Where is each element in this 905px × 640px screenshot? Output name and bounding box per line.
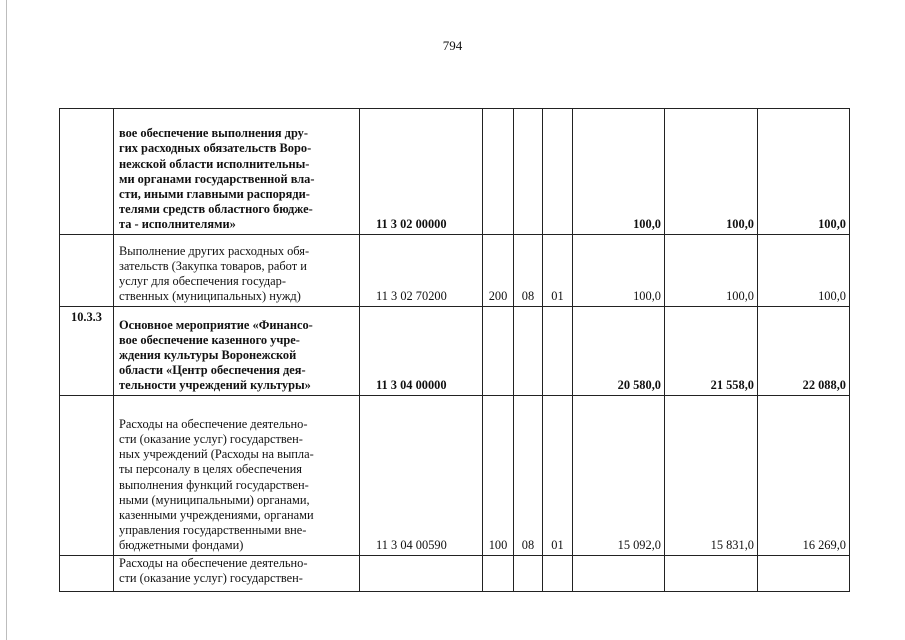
amount-year-1-cell: 20 580,0: [573, 307, 665, 396]
target-code-cell: 11 3 02 00000: [360, 109, 483, 235]
name-line: сти (оказание услуг) государствен-: [119, 432, 303, 447]
name-line: гих расходных обязательств Воро-: [119, 141, 312, 156]
name-line: тельности учреждений культуры»: [119, 377, 311, 392]
name-line: области «Центр обеспечения дея-: [119, 362, 306, 377]
target-code-cell: [360, 556, 483, 592]
name-line: вое обеспечение казенного учре-: [119, 332, 300, 347]
name-line: телями средств областного бюдже-: [119, 201, 313, 216]
expense-type-cell: [483, 556, 514, 592]
scan-edge-line: [6, 0, 7, 640]
name-line: ственных (муниципальных) нужд): [119, 288, 301, 303]
row-name-cell: [114, 396, 360, 556]
expense-type-cell: 100: [483, 396, 514, 556]
name-line: вое обеспечение выполнения дру-: [119, 126, 308, 141]
row-name-cell: [114, 556, 360, 592]
name-line: Расходы на обеспечение деятельно-: [119, 556, 308, 570]
amount-year-3-cell: 22 088,0: [758, 307, 850, 396]
table-row: [60, 109, 850, 235]
amount-year-1-cell: 100,0: [573, 235, 665, 307]
row-number-cell: 10.3.3: [60, 307, 114, 396]
subsection-cell: 01: [543, 235, 573, 307]
amount-year-2-cell: 100,0: [665, 109, 758, 235]
page-number: 794: [442, 38, 463, 53]
expense-type-cell: 200: [483, 235, 514, 307]
name-line: услуг для обеспечения государ-: [119, 273, 286, 288]
table-row: [60, 307, 850, 396]
amount-year-2-cell: 100,0: [665, 235, 758, 307]
amount-year-3-cell: 100,0: [758, 235, 850, 307]
name-line: ных учреждений (Расходы на выпла-: [119, 447, 314, 462]
amount-year-1-cell: [573, 556, 665, 592]
name-line: выполнения функций государствен-: [119, 477, 309, 492]
name-line: бюджетными фондами): [119, 537, 244, 552]
row-name-cell: [114, 109, 360, 235]
name-line: нежской области исполнительны-: [119, 156, 310, 171]
name-line: ждения культуры Воронежской: [119, 347, 297, 362]
subsection-cell: 01: [543, 396, 573, 556]
row-number-cell: [60, 396, 114, 556]
table-row: [60, 556, 850, 592]
row-name-cell: [114, 235, 360, 307]
name-line: Расходы на обеспечение деятельно-: [119, 417, 308, 432]
subsection-cell: [543, 109, 573, 235]
section-cell: [514, 556, 543, 592]
amount-year-2-cell: 15 831,0: [665, 396, 758, 556]
subsection-cell: [543, 556, 573, 592]
section-cell: 08: [514, 396, 543, 556]
amount-year-2-cell: [665, 556, 758, 592]
target-code-cell: 11 3 02 70200: [360, 235, 483, 307]
expense-type-cell: [483, 109, 514, 235]
row-number-cell: [60, 235, 114, 307]
section-cell: 08: [514, 235, 543, 307]
table-row: [60, 396, 850, 556]
name-line: Выполнение других расходных обя-: [119, 243, 310, 258]
amount-year-1-cell: 100,0: [573, 109, 665, 235]
table-row: [60, 235, 850, 307]
name-line: управления государственными вне-: [119, 522, 307, 537]
row-number-cell: [60, 556, 114, 592]
target-code-cell: 11 3 04 00590: [360, 396, 483, 556]
amount-year-3-cell: [758, 556, 850, 592]
name-line: та - исполнителями»: [119, 216, 236, 231]
subsection-cell: [543, 307, 573, 396]
amount-year-1-cell: 15 092,0: [573, 396, 665, 556]
name-line: Основное мероприятие «Финансо-: [119, 317, 313, 332]
name-line: ми органами государственной вла-: [119, 171, 315, 186]
name-line: казенными учреждениями, органами: [119, 507, 314, 522]
amount-year-3-cell: 16 269,0: [758, 396, 850, 556]
name-line: сти, иными главными распоряди-: [119, 186, 310, 201]
row-number-cell: [60, 109, 114, 235]
name-line: сти (оказание услуг) государствен-: [119, 571, 303, 586]
name-line: зательств (Закупка товаров, работ и: [119, 258, 307, 273]
name-line: ты персоналу в целях обеспечения: [119, 462, 302, 477]
section-cell: [514, 109, 543, 235]
target-code-cell: 11 3 04 00000: [360, 307, 483, 396]
amount-year-2-cell: 21 558,0: [665, 307, 758, 396]
row-name-cell: [114, 307, 360, 396]
name-line: ными (муниципальными) органами,: [119, 492, 310, 507]
section-cell: [514, 307, 543, 396]
expense-type-cell: [483, 307, 514, 396]
budget-table: [59, 108, 850, 592]
amount-year-3-cell: 100,0: [758, 109, 850, 235]
